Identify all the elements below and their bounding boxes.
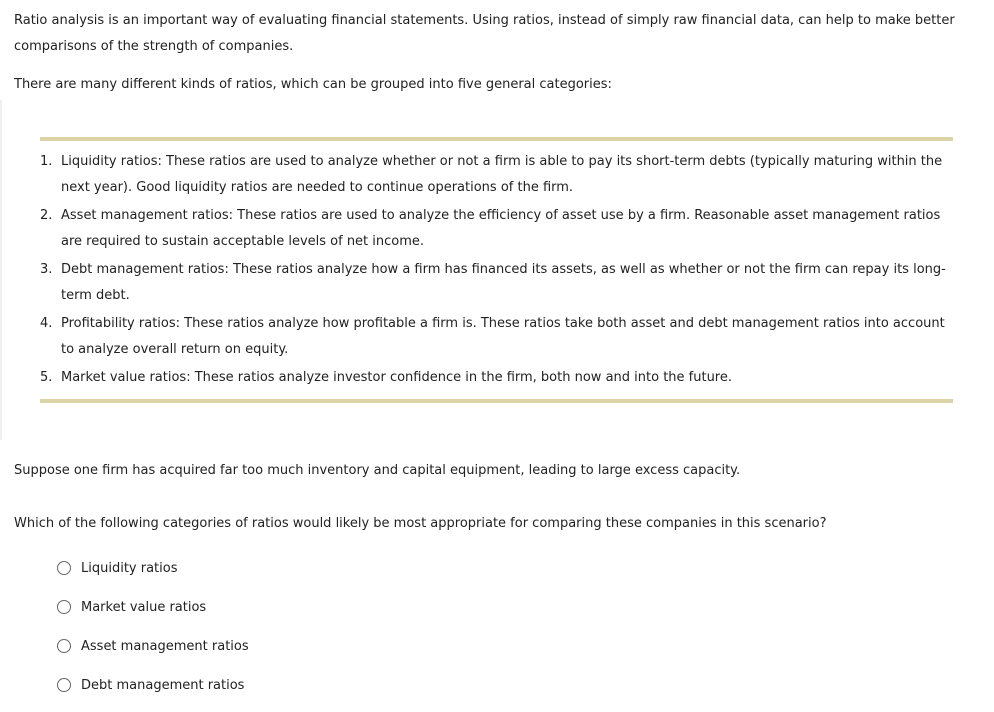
list-item xyxy=(40,149,953,201)
answer-option-market-value[interactable] xyxy=(57,595,249,619)
list-item-number: 1. xyxy=(40,154,53,169)
list-item xyxy=(40,203,953,255)
option-label: Liquidity ratios xyxy=(81,560,178,576)
list-item xyxy=(40,257,953,309)
list-item-text: Debt management ratios: These ratios analyze how a firm has financed its assets, as well as whether or not the firm can repay its long-term debt. xyxy=(61,262,946,303)
answer-option-debt-management[interactable] xyxy=(57,673,249,697)
option-label: Asset management ratios xyxy=(81,638,249,654)
list-item-number: 3. xyxy=(40,262,53,277)
top-divider xyxy=(40,137,953,141)
list-item xyxy=(40,365,953,391)
question-text: Which of the following categories of ratios would likely be most appropriate for comparing these companies in this scenario? xyxy=(14,516,827,531)
answer-option-liquidity[interactable] xyxy=(57,556,249,580)
option-label: Debt management ratios xyxy=(81,677,245,693)
intro-paragraph: Ratio analysis is an important way of evaluating financial statements. Using ratios, instead of simply raw financial data, can help to make better comparisons of the strength of companies. xyxy=(14,13,955,54)
list-item-text: Liquidity ratios: These ratios are used to analyze whether or not a firm is able to pay its short-term debts (typically maturing within the next year). Good liquidity ratios are needed to continue operations of the firm. xyxy=(61,154,943,195)
radio-button[interactable] xyxy=(57,639,71,653)
list-item-text: Market value ratios: These ratios analyze investor confidence in the firm, both now and into the future. xyxy=(61,370,732,385)
radio-button[interactable] xyxy=(57,678,71,692)
answer-options xyxy=(57,556,249,712)
panel-left-border xyxy=(0,100,2,440)
radio-button[interactable] xyxy=(57,561,71,575)
list-item-number: 2. xyxy=(40,208,53,223)
list-item xyxy=(40,311,953,363)
option-label: Market value ratios xyxy=(81,599,207,615)
bottom-divider xyxy=(40,399,953,403)
list-item-text: Asset management ratios: These ratios are used to analyze the efficiency of asset use by a firm. Reasonable asset management ratios are required to sustain acceptable levels of net income. xyxy=(61,208,941,249)
categories-list xyxy=(40,149,953,393)
list-item-text: Profitability ratios: These ratios analyze how profitable a firm is. These ratios take both asset and debt management ratios into account to analyze overall return on equity. xyxy=(61,316,945,357)
radio-button[interactable] xyxy=(57,600,71,614)
categories-lead: There are many different kinds of ratios, which can be grouped into five general categories: xyxy=(14,77,612,92)
list-item-number: 4. xyxy=(40,316,53,331)
answer-option-asset-management[interactable] xyxy=(57,634,249,658)
list-item-number: 5. xyxy=(40,370,53,385)
scenario-text: Suppose one firm has acquired far too much inventory and capital equipment, leading to large excess capacity. xyxy=(14,463,741,478)
